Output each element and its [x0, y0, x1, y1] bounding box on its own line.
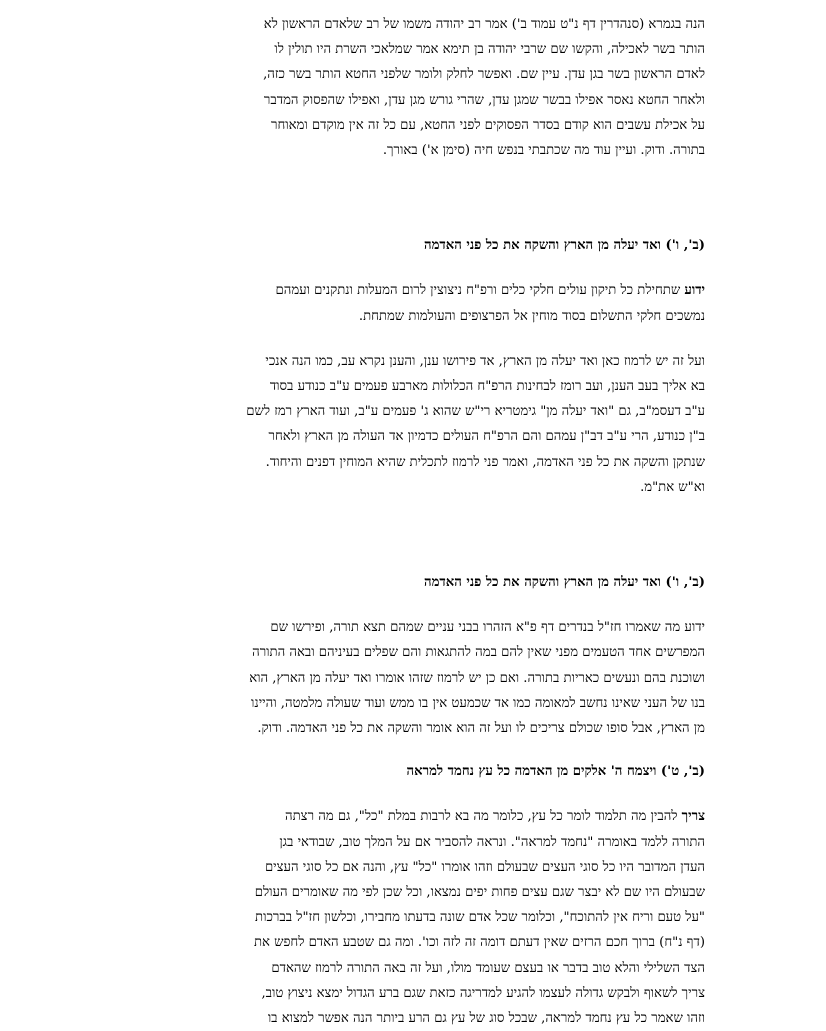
text-line: בנו של העני שאינו נחשב למאומה כמו אד שכמעט אין בו ממש ועוד שעולה מלמטה, והיינו [251, 695, 705, 711]
text-line: העדן המדובר היו כל סוגי העצים שבעולם וזהו אומרו "כל" עץ, והנה אם כל סוגי העצים [264, 859, 705, 875]
text-line: המפרשים אחד הטעמים מפני שאין להם במה להתגאות והם שפלים בעיניהם ובאה התורה [252, 645, 705, 661]
text-line: בא אליך בעב הענן, ועב רומז לבחינות הרפ"ח הכלולות מארבע פעמים ע"ב כנודע בסוד [269, 379, 705, 395]
lead-word: צריך [681, 809, 705, 825]
text-line: ב"ן כנודע, הרי ע"ב דב"ן עמהם והם הרפ"ח העולים כדמיון אד העולה מן הארץ ולאחר [268, 429, 705, 445]
text-line: הותר בשר לאכילה, והקשו שם שרבי יהודה בן תימא אמר שמלאכי השרת היו תולין לו [274, 42, 705, 58]
text-line: ועל זה יש לרמוז כאן ואד יעלה מן הארץ, אד פירושו ענן, והענן נקרא עב, כמו הנה אנכי [265, 353, 705, 369]
paragraph [115, 804, 705, 1031]
paragraph [115, 278, 705, 328]
text-line: בתורה. ודוק. ועיין עוד מה שכתבתי בנפש חיה (סימן א') באורך. [382, 143, 705, 159]
text-line: ידוע שתחילת כל תיקון עולים חלקי כלים ורפ"ח ניצוצין לרום המעלות ונתקנים ועמהם [275, 283, 705, 299]
text-line: וזהו שאמר כל עץ נחמד למראה, שבכל סוג של עץ גם הרע ביותר הנה אפשר למצוא בו [267, 1011, 705, 1027]
text-line: צריך לשאוף ולבקש גדולה לעצמו להגיע למדריגה כזאת שגם ברע הגדול ימצא ניצוץ טוב, [261, 985, 705, 1001]
text-line: שבעולם היו שם לא יבצר שגם עצים פחות יפים נמצאו, וכל שכן לפי מה שאומרים העולם [254, 885, 705, 901]
text-line: "על טעם וריח אין להתוכח", וכלומר שכל אדם שונה בדעתו מחבירו, וכלשון חז"ל בברכות [255, 910, 705, 926]
paragraph [115, 615, 705, 741]
text-line: מן הארץ, אבל סופו שכולם צריכים לו ועל זה הוא אומר והשקה את כל פני האדמה. ודוק. [257, 721, 705, 737]
text-line: וא"ש את"מ. [640, 479, 705, 495]
text-line: הנה בגמרא (סנהדרין דף נ"ט עמוד ב') אמר רב יהודה משמו של רב שלאדם הראשון לא [263, 17, 705, 32]
text-line: ולאחר החטא נאסר אפילו בבשר שמגן עדן, שהרי גורש מגן עדן, ואפילו שהפסוק המדבר [263, 92, 705, 108]
lead-word: ידוע [684, 283, 705, 299]
text-line: הצד השלילי והלא טוב בדבר או בעצם שעומד מולו, ועל זה באה התורה לרמוז שהאדם [271, 960, 705, 976]
paragraph [115, 12, 705, 163]
section-heading: (ב', ו') ואד יעלה מן הארץ והשקה את כל פני האדמה [423, 575, 705, 591]
text-line: שנתקן והשקה את כל פני האדמה, ואמר פני לרמוז לתכלית שהיא המוחין דפנים והיחוד. [265, 454, 705, 470]
text-line: נמשכים חלקי התשלום בסוד מוחין אל הפרצופים והעולמות שמתחת. [358, 308, 705, 324]
text-line: על אכילת עשבים הוא קודם בסדר הפסוקים לפני החטא, עם כל זה אין מוקדם ומאוחר [270, 117, 705, 133]
text-line: ידוע מה שאמרו חז"ל בנדרים דף פ"א הזהרו בבני עניים שמהם תצא תורה, ופירשו שם [270, 620, 705, 636]
text-line: צריך להבין מה תלמוד לומר כל עץ, כלומר מה בא לרבות במלת "כל", גם מה רצתה [285, 809, 705, 825]
text-line: ושוכנת בהם ונעשים כאריות בתורה. ואם כן יש לרמוז שזהו אומרו ואד יעלה מן הארץ, הוא [249, 670, 705, 686]
paragraph [115, 349, 705, 500]
text-line: ע"ב דעסמ"ב, גם "ואד יעלה מן" גימטריא רי"ש שהוא ג' פעמים ע"ב, ועוד הארץ רמז לשם [246, 404, 705, 420]
section-heading: (ב', ט') ויצמח ה' אלקים מן האדמה כל עץ נחמד למראה [406, 764, 705, 780]
document-page [115, 12, 705, 1031]
text-line: לאדם הראשון בשר בגן עדן. עיין שם. ואפשר לחלק ולומר שלפני החטא הותר בשר כזה, [263, 67, 705, 83]
text-line: התורה ללמד באומרה "נחמד למראה". ונראה להסביר אם על המלך טוב, שבודאי בגן [279, 834, 705, 850]
section-heading: (ב', ו') ואד יעלה מן הארץ והשקה את כל פני האדמה [423, 238, 705, 254]
text-line: (דף נ"ח) ברוך חכם הרזים שאין דעתם דומה זה לזה וכו'. ומה גם שטבע האדם לחפש את [254, 935, 705, 951]
